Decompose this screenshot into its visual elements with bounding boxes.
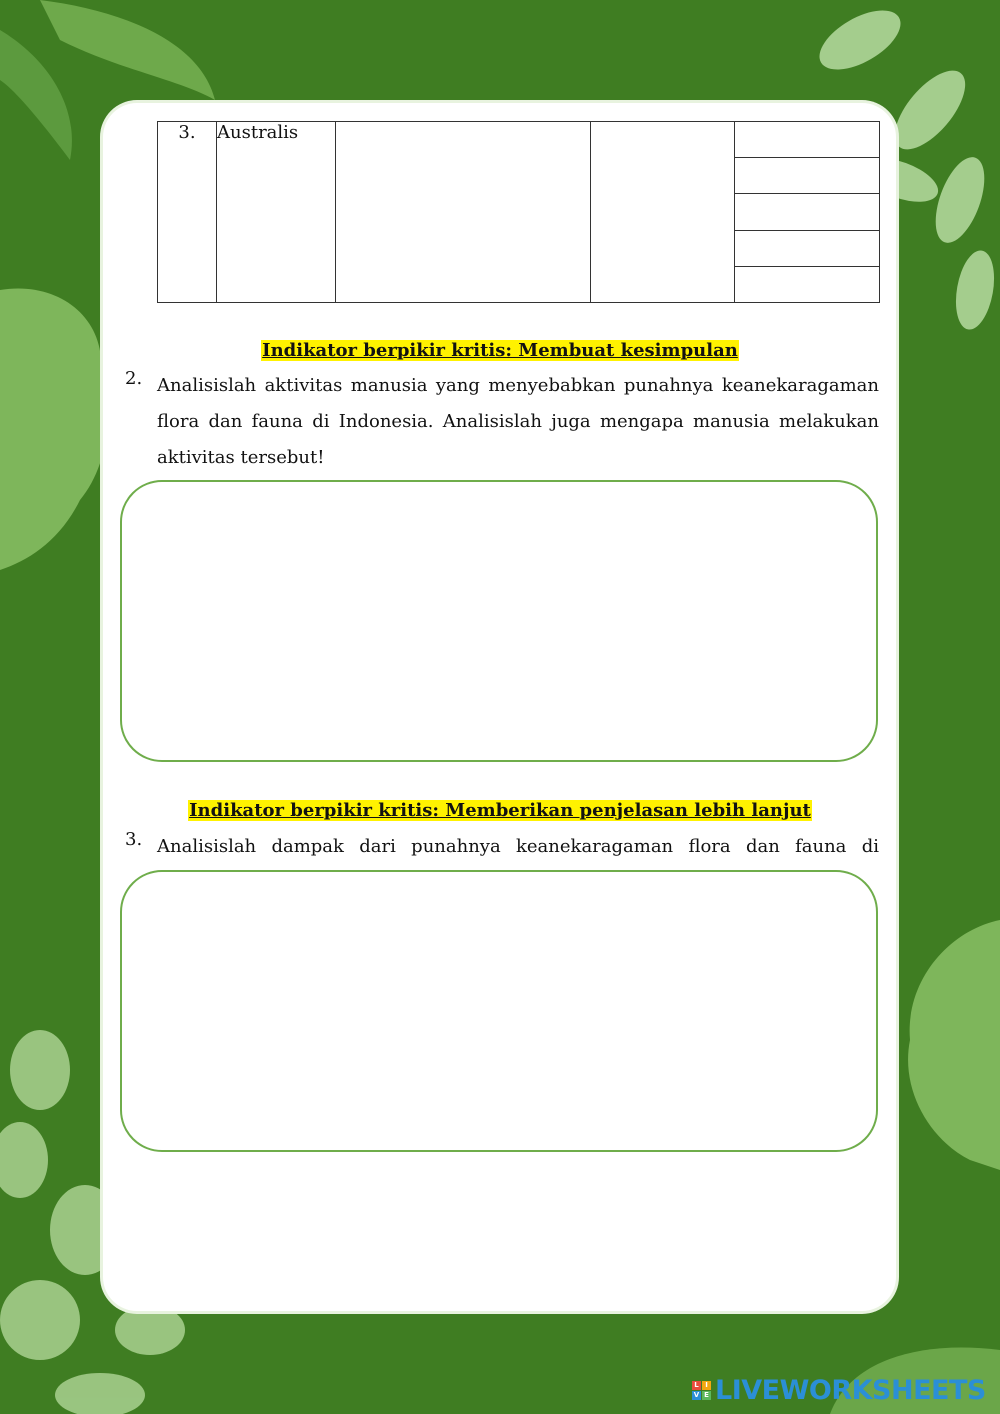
answer-subcell[interactable] xyxy=(735,158,880,194)
answer-subcell[interactable] xyxy=(735,122,880,158)
answer-subcell[interactable] xyxy=(735,230,880,266)
logo-icon-letter: V xyxy=(693,1390,700,1399)
region-name-cell: Australis xyxy=(217,122,336,303)
question-number: 3. xyxy=(125,829,143,850)
answer-cell[interactable] xyxy=(336,122,591,303)
row-number-cell: 3. xyxy=(158,122,217,303)
answer-box-2[interactable] xyxy=(120,480,878,762)
table-row xyxy=(158,122,880,158)
answer-subcell[interactable] xyxy=(735,194,880,230)
indicator-heading xyxy=(120,340,880,361)
logo-icon-letter: E xyxy=(702,1391,711,1400)
answer-cell[interactable] xyxy=(591,122,735,303)
indicator-heading xyxy=(120,800,880,821)
question-2 xyxy=(125,368,879,476)
logo-icon-letter: L xyxy=(692,1381,701,1390)
question-text: Analisislah dampak dari punahnya keanekaragaman flora dan fauna di xyxy=(157,836,879,857)
answer-subcell[interactable] xyxy=(735,266,880,302)
indicator-text: Indikator berpikir kritis: Membuat kesimpulan xyxy=(262,340,738,361)
question-number: 2. xyxy=(125,368,143,389)
logo-icon-letter: I xyxy=(702,1381,711,1390)
indicator-text: Indikator berpikir kritis: Memberikan penjelasan lebih lanjut xyxy=(189,800,811,821)
answer-box-3[interactable] xyxy=(120,870,878,1152)
question-text: Analisislah aktivitas manusia yang menyebabkan punahnya keanekaragaman flora dan fauna di Indonesia. Analisislah juga mengapa manusia melakukan aktivitas tersebut! xyxy=(157,375,879,468)
liveworksheets-logo[interactable] xyxy=(692,1374,986,1406)
liveworksheets-icon xyxy=(692,1381,711,1400)
regions-table xyxy=(157,121,880,303)
logo-text: LIVEWORKSHEETS xyxy=(715,1374,986,1406)
